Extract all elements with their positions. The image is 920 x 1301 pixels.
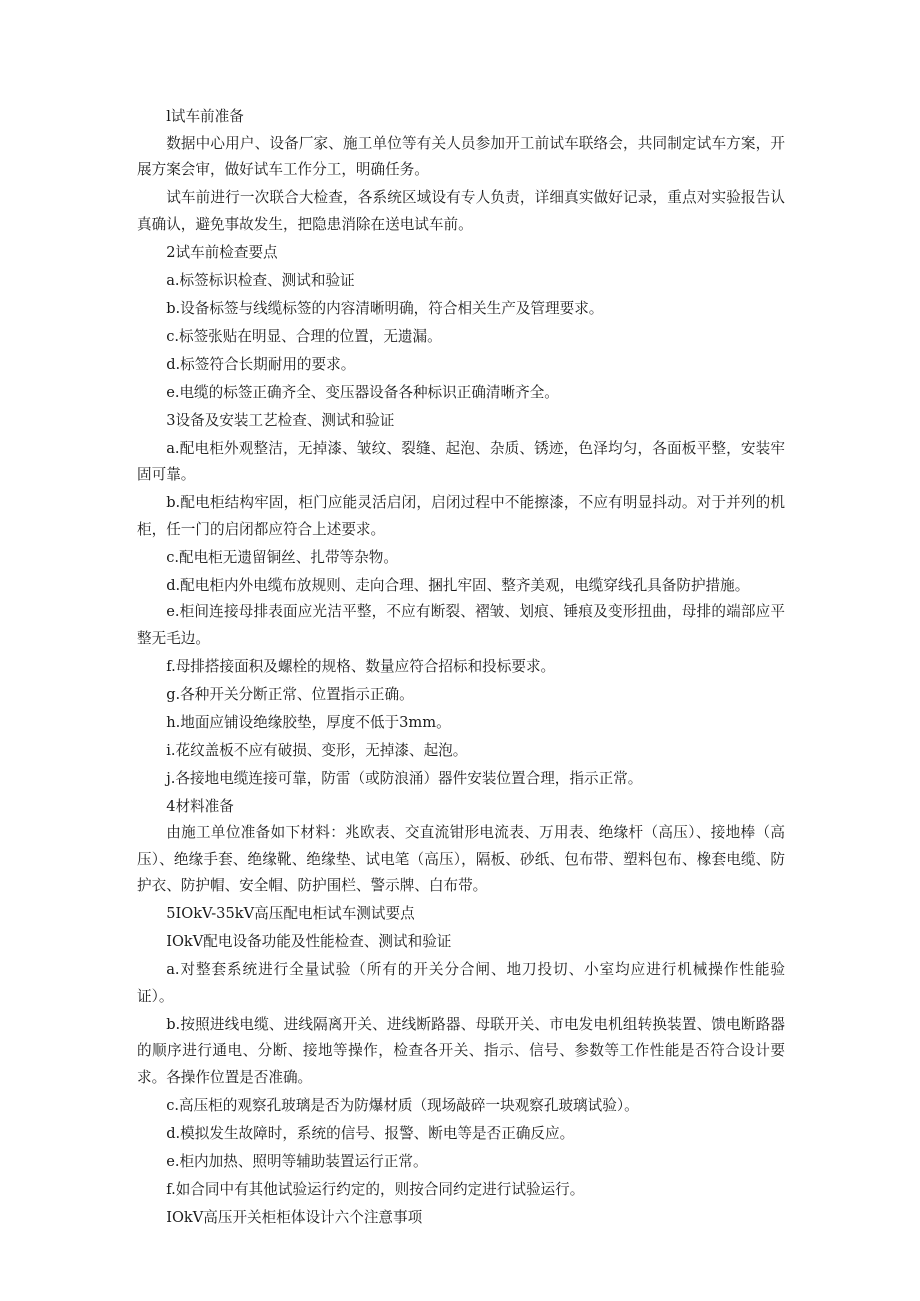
list-item: f.如合同中有其他试验运行约定的，则按合同约定进行试验运行。 [166,1180,585,1198]
list-item: e.柜内加热、照明等辅助装置运行正常。 [166,1152,428,1170]
list-item: c.配电柜无遗留铜丝、扎带等杂物。 [166,548,398,566]
list-item: h.地面应铺设绝缘胶垫，厚度不低于3mm。 [166,713,451,731]
paragraph: 试车前进行一次联合大检查，各系统区域设有专人负责，详细真实做好记录，重点对实验报告认真确认，避免事故发生，把隐患消除在送电试车前。 [137,189,785,233]
list-item: b.设备标签与线缆标签的内容清晰明确，符合相关生产及管理要求。 [166,299,604,317]
list-item: a.标签标识检查、测试和验证 [166,271,355,289]
list-item: a.对整套系统进行全量试验（所有的开关分合闸、地刀投切、小室均应进行机械操作性能验证）。 [137,961,785,1005]
list-item: c.标签张贴在明显、合理的位置，无遗漏。 [166,327,442,345]
subsection-heading: IOkV高压开关柜柜体设计六个注意事项 [166,1208,423,1226]
list-item: d.标签符合长期耐用的要求。 [166,355,356,373]
section-heading-2: 2试车前检查要点 [166,243,278,261]
list-item: e.柜间连接母排表面应光洁平整，不应有断裂、褶皱、划痕、锤痕及变形扭曲，母排的端部应平整无毛边。 [137,603,785,647]
list-item: j.各接地电缆连接可靠，防雷（或防浪涌）器件安装位置合理，指示正常。 [166,769,643,787]
list-item: e.电缆的标签正确齐全、变压器设备各种标识正确清晰齐全。 [166,383,559,401]
list-item: b.配电柜结构牢固，柜门应能灵活启闭，启闭过程中不能擦漆，不应有明显抖动。对于并列的机柜，任一门的启闭都应符合上述要求。 [137,494,785,538]
document-page [137,104,785,1231]
list-item: g.各种开关分断正常、位置指示正确。 [166,685,414,703]
paragraph: 由施工单位准备如下材料：兆欧表、交直流钳形电流表、万用表、绝缘杆（高压）、接地棒（高压）、绝缘手套、绝缘靴、绝缘垫、试电笔（高压），隔板、砂纸、包布带、塑料包布、橡套电缆、防护衣、防护帽、安全帽、防护围栏、警示牌、白布带。 [137,824,785,894]
section-heading-4: 4材料准备 [166,797,234,815]
section-heading-5: 5IOkV-35kV高压配电柜试车测试要点 [166,905,415,922]
list-item: d.配电柜内外电缆布放规则、走向合理、捆扎牢固、整齐美观，电缆穿线孔具备防护措施。 [166,576,750,594]
list-item: f.母排搭接面积及螺栓的规格、数量应符合招标和投标要求。 [166,657,556,675]
list-item: a.配电柜外观整洁，无掉漆、皱纹、裂缝、起泡、杂质、锈迹，色泽均匀，各面板平整，安装牢固可靠。 [137,439,785,483]
list-item: c.高压柜的观察孔玻璃是否为防爆材质（现场敲碎一块观察孔玻璃试验）。 [166,1096,639,1114]
paragraph: 数据中心用户、设备厂家、施工单位等有关人员参加开工前试车联络会，共同制定试车方案，开展方案会审，做好试车工作分工，明确任务。 [137,134,785,178]
list-item: i.花纹盖板不应有破损、变形，无掉漆、起泡。 [166,741,468,759]
subsection-heading: IOkV配电设备功能及性能检查、测试和验证 [166,933,452,950]
section-heading-3: 3设备及安装工艺检查、测试和验证 [166,411,395,429]
section-heading-1: l试车前准备 [166,108,244,125]
list-item: b.按照进线电缆、进线隔离开关、进线断路器、母联开关、市电发电机组转换装置、馈电断路器的顺序进行通电、分断、接地等操作，检查各开关、指示、信号、参数等工作性能是否符合设计要求。各操作位置是否准确。 [137,1015,785,1086]
list-item: d.模拟发生故障时，系统的信号、报警、断电等是否正确反应。 [166,1124,575,1142]
